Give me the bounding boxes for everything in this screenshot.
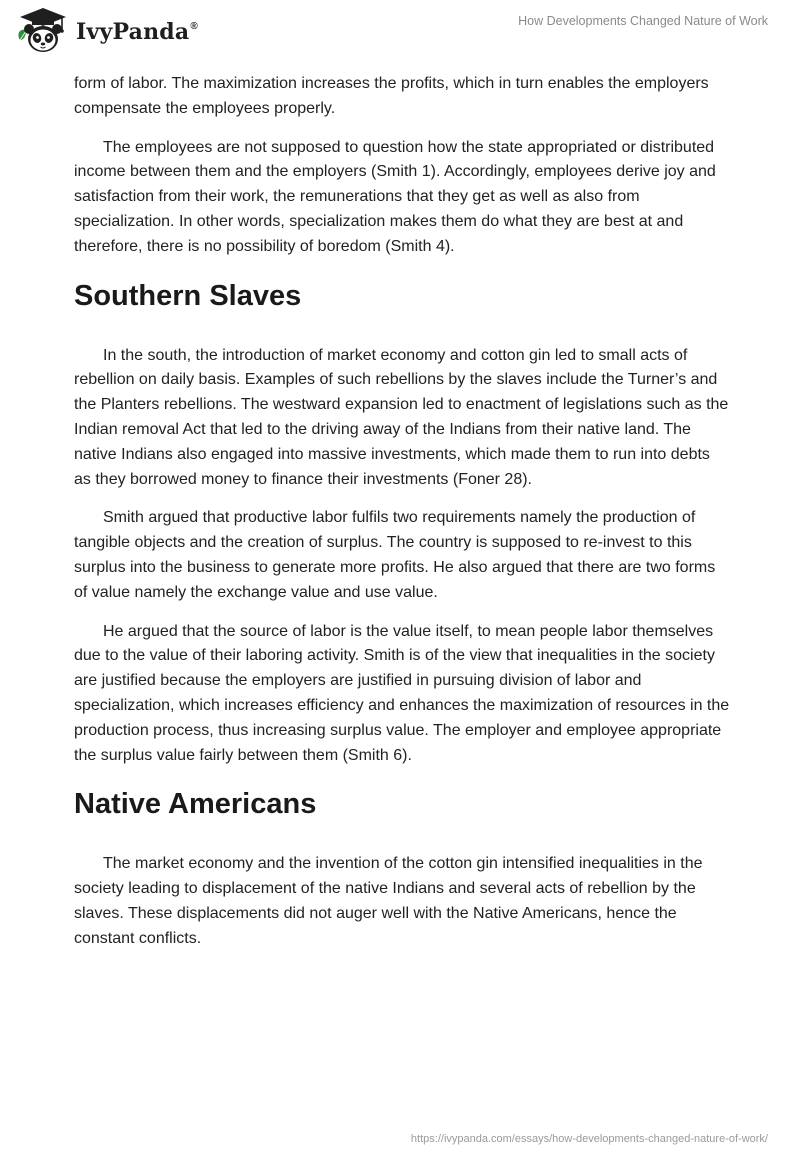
paragraph: Smith argued that productive labor fulfils two requirements namely the production of tangible objects and the creation of surplus. The country is supposed to re-invest to this surplus into the business to generate more profits. He also argued that there are two forms of value namely the exchange value and use value.	[74, 509, 716, 601]
paragraph: The employees are not supposed to question how the state appropriated or distributed income between them and the employers (Smith 1). Accordingly, employees derive joy and satisfaction from their work, the remunerations that they get as well as also from specialization. In other words, specialization makes them do what they are best at and therefore, there is no possibility of boredom (Smith 4).	[74, 138, 716, 255]
panda-graduate-icon	[14, 6, 72, 56]
paragraph: form of labor. The maximization increases the profits, which in turn enables the employers compensate the employees properly.	[74, 75, 709, 117]
paragraph: In the south, the introduction of market economy and cotton gin led to small acts of rebellion on daily basis. Examples of such rebellions by the slaves include the Turner’s and the Planters rebellions. The westward expansion led to enactment of legislations such as the Indian removal Act that led to the driving away of the Indians from their native land. The native Indians also engaged into massive investments, which made them to run into debts as they borrowed money to finance their investments (Foner 28).	[74, 346, 729, 488]
brand-logo[interactable]	[14, 6, 198, 56]
section-heading-southern-slaves: Southern Slaves	[74, 279, 302, 312]
section-heading-native-americans: Native Americans	[74, 788, 317, 821]
paragraph: The market economy and the invention of the cotton gin intensified inequalities in the society leading to displacement of the native Indians and several acts of rebellion by the slaves. These displacements did not auger well with the Native Americans, hence the constant conflicts.	[74, 855, 703, 947]
page-header	[0, 0, 800, 64]
source-url[interactable]: https://ivypanda.com/essays/how-developments-changed-nature-of-work/	[410, 1133, 768, 1145]
document-title: How Developments Changed Nature of Work	[518, 14, 768, 28]
registered-mark: ®	[190, 21, 198, 32]
essay-body	[74, 72, 730, 966]
paragraph: He argued that the source of labor is the value itself, to mean people labor themselves due to the value of their laboring activity. Smith is of the view that inequalities in the society are justified because the employers are justified in pursuing division of labor and specialization, which increases efficiency and enhances the maximization of resources in the production process, thus increasing surplus value. The employer and employee appropriate the surplus value fairly between them (Smith 6).	[74, 622, 730, 764]
brand-name: IvyPanda®	[76, 19, 198, 45]
